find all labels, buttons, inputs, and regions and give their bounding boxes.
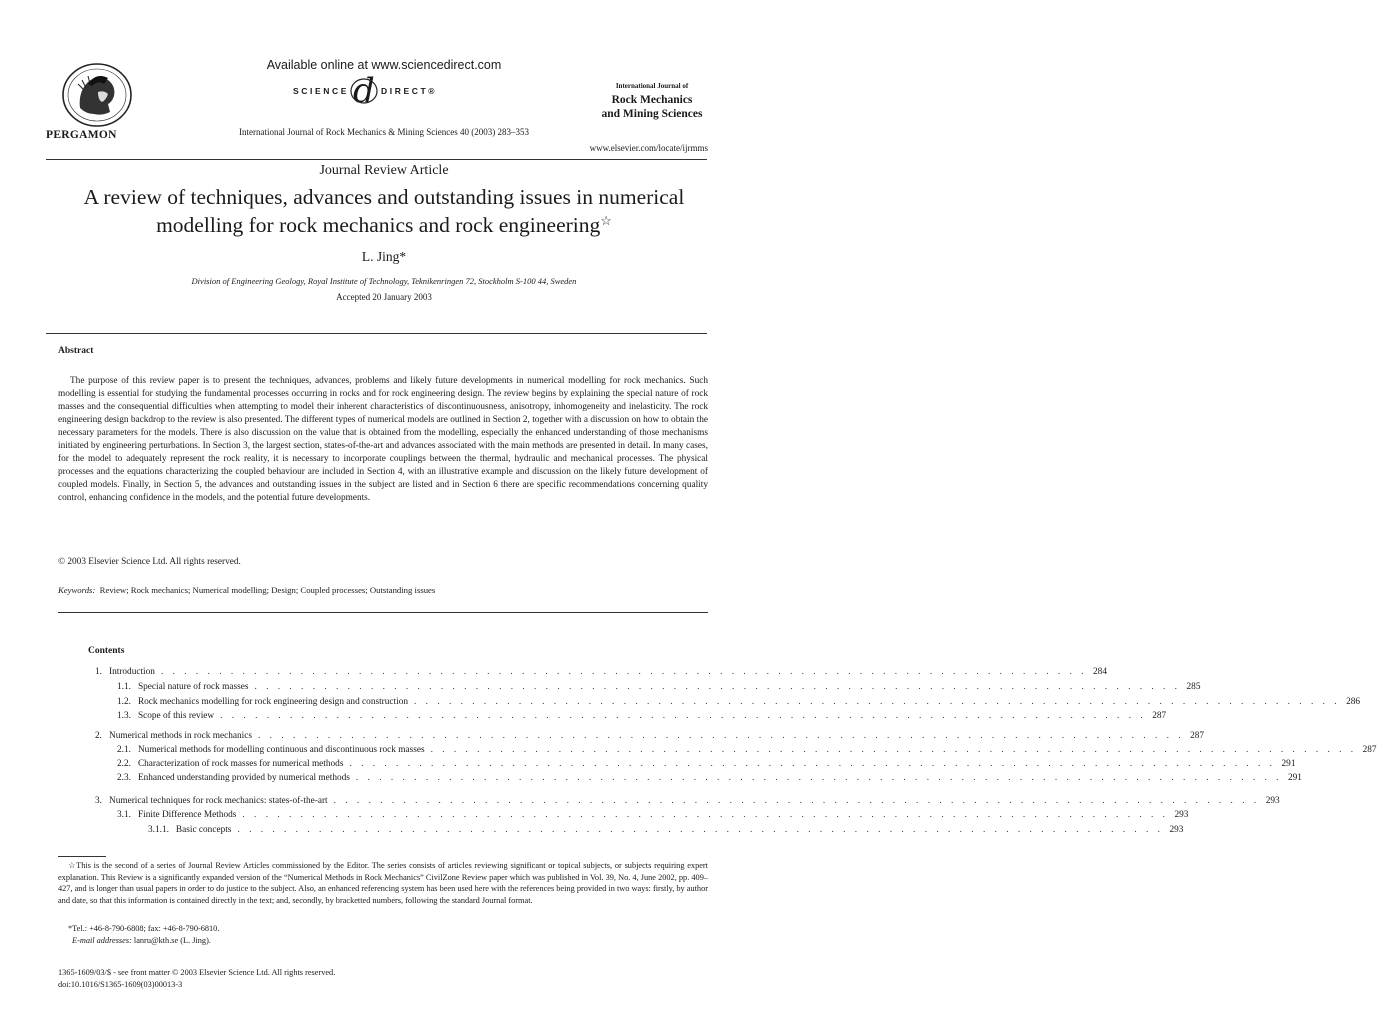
keywords <box>58 585 435 595</box>
publisher-name: PERGAMON <box>46 129 117 141</box>
toc-entry-title: Scope of this review <box>137 711 215 721</box>
email-address[interactable]: lanru@kth.se (L. Jing). <box>131 936 211 945</box>
toc-entry-page: 287 <box>1190 731 1205 741</box>
toc-entry-number: 2.3. <box>117 773 131 783</box>
toc-leader-dots: . . . . . . . . . . . . . . . . . . . . . . . . . . . . . . . . . . . . . . . . . . . . . . . . . . . . . . . . . . . . . . . . . . . . . . . . . . . . . . . . <box>258 731 1185 741</box>
header-rule <box>46 159 707 160</box>
abstract-copyright: © 2003 Elsevier Science Ltd. All rights reserved. <box>58 557 241 567</box>
keywords-label: Keywords: <box>58 585 96 595</box>
footnote-star-icon: ☆ <box>68 861 77 870</box>
journal-citation: International Journal of Rock Mechanics & Mining Sciences 40 (2003) 283–353 <box>239 127 529 137</box>
toc-leader-dots: . . . . . . . . . . . . . . . . . . . . . . . . . . . . . . . . . . . . . . . . . . . . . . . . . . . . . . . . . . . . . . . . . . . . . . . . . . . . . . . . <box>349 759 1276 769</box>
toc-entry[interactable] <box>95 731 1205 741</box>
email-label: E-mail addresses: <box>72 936 132 945</box>
toc-entry-number: 1.2. <box>117 697 131 707</box>
toc-entry-page: 291 <box>1281 759 1296 769</box>
toc-entry[interactable] <box>117 759 1296 769</box>
author-email <box>72 936 211 945</box>
article-title-line1: A review of techniques, advances and outstanding issues in numerical <box>83 185 685 209</box>
toc-entry-number: 2. <box>95 731 102 741</box>
toc-entry-title: Finite Difference Methods <box>137 810 237 820</box>
title-rule <box>46 333 707 334</box>
footnote-text <box>58 860 708 907</box>
toc-entry-title: Introduction <box>108 667 155 677</box>
footnote-rule <box>58 856 106 857</box>
toc-entry-number: 1. <box>95 667 102 677</box>
author-phone-fax: *Tel.: +46-8-790-6808; fax: +46-8-790-6810. <box>68 924 220 933</box>
sd-right-word: DIRECT® <box>381 86 438 96</box>
toc-leader-dots: . . . . . . . . . . . . . . . . . . . . . . . . . . . . . . . . . . . . . . . . . . . . . . . . . . . . . . . . . . . . . . . . . . . . . . . . . . . . . . . . <box>430 745 1357 755</box>
toc-entry-title: Characterization of rock masses for numerical methods <box>137 759 344 769</box>
toc-entry-page: 287 <box>1362 745 1377 755</box>
contents-heading: Contents <box>88 646 125 656</box>
toc-entry-page: 293 <box>1169 825 1184 835</box>
toc-leader-dots: . . . . . . . . . . . . . . . . . . . . . . . . . . . . . . . . . . . . . . . . . . . . . . . . . . . . . . . . . . . . . . . . . . . . . . . . . . . . . . . . <box>414 697 1341 707</box>
journal-title-line1: Rock Mechanics <box>611 94 693 106</box>
toc-entry-number: 2.1. <box>117 745 131 755</box>
toc-entry-page: 285 <box>1186 682 1201 692</box>
toc-leader-dots: . . . . . . . . . . . . . . . . . . . . . . . . . . . . . . . . . . . . . . . . . . . . . . . . . . . . . . . . . . . . . . . . . . . . . . . . . . . . . . . . <box>254 682 1181 692</box>
toc-entry-title: Enhanced understanding provided by numerical methods <box>137 773 350 783</box>
title-footnote-star-icon[interactable]: ☆ <box>600 213 612 228</box>
toc-leader-dots: . . . . . . . . . . . . . . . . . . . . . . . . . . . . . . . . . . . . . . . . . . . . . . . . . . . . . . . . . . . . . . . . . . . . . . . . . . . . . . . . <box>220 711 1147 721</box>
toc-entry-title: Special nature of rock masses <box>137 682 249 692</box>
toc-entry-page: 293 <box>1174 810 1189 820</box>
toc-entry[interactable] <box>117 711 1167 721</box>
author-affiliation: Division of Engineering Geology, Royal Institute of Technology, Teknikenringen 72, Stockholm S-100 44, Sweden <box>191 276 577 286</box>
toc-entry[interactable] <box>117 773 1302 783</box>
footnote-body: This is the second of a series of Journal Review Articles commissioned by the Editor. The series consists of articles reviewing significant or topical subjects, or subjects requiring expert explanation. This Review is a significantly expanded version of the “Numerical Methods in Rock Mechanics” CivilZone Review paper which was published in Vol. 39, No. 4, June 2002, pp. 409–427, and is longer than usual papers in order to do justice to the subject. Also, an enhanced referencing system has been used here with the references being provided in two ways: firstly, by author and date, so that this information is contained directly in the text; and, secondly, by bracketted numbers, following the standard Journal format. <box>58 861 708 906</box>
toc-entry-page: 284 <box>1093 667 1107 677</box>
toc-entry-page: 293 <box>1265 796 1280 806</box>
article-title <box>46 185 722 237</box>
toc-leader-dots: . . . . . . . . . . . . . . . . . . . . . . . . . . . . . . . . . . . . . . . . . . . . . . . . . . . . . . . . . . . . . . . . . . . . . . . . . . . . . . . . <box>355 773 1282 783</box>
doi-line[interactable]: doi:10.1016/S1365-1609(03)00013-3 <box>58 980 183 989</box>
toc-entry[interactable] <box>95 667 1107 677</box>
toc-entry-title: Numerical methods for modelling continuous and discontinuous rock masses <box>137 745 425 755</box>
sciencedirect-logo <box>240 71 530 111</box>
toc-entry-page: 286 <box>1346 697 1361 707</box>
toc-entry[interactable] <box>117 810 1189 820</box>
toc-entry-number: 1.3. <box>117 711 131 721</box>
sd-circle-icon <box>348 77 380 105</box>
sd-left-word: SCIENCE <box>293 86 349 96</box>
available-online-text: Available online at www.sciencedirect.com <box>266 58 502 72</box>
toc-entry-number: 3. <box>95 796 102 806</box>
toc-entry[interactable] <box>117 682 1201 692</box>
toc-entry-number: 2.2. <box>117 759 131 769</box>
journal-title-line2: and Mining Sciences <box>601 108 703 120</box>
keywords-list: Review; Rock mechanics; Numerical modelling; Design; Coupled processes; Outstanding issues <box>99 585 436 595</box>
toc-entry-title: Basic concepts <box>175 825 232 835</box>
toc-entry-number: 3.1.1. <box>148 825 169 835</box>
toc-entry-title: Numerical techniques for rock mechanics: states-of-the-art <box>108 796 328 806</box>
journal-url[interactable]: www.elsevier.com/locate/ijrmms <box>589 143 708 153</box>
toc-entry[interactable] <box>148 825 1184 835</box>
issn-line: 1365-1609/03/$ - see front matter © 2003 Elsevier Science Ltd. All rights reserved. <box>58 968 336 977</box>
toc-entry[interactable] <box>95 796 1280 806</box>
toc-entry-title: Numerical methods in rock mechanics <box>108 731 253 741</box>
toc-entry-page: 287 <box>1152 711 1167 721</box>
sd-at-mark: d <box>353 71 375 111</box>
toc-entry-number: 1.1. <box>117 682 131 692</box>
toc-leader-dots: . . . . . . . . . . . . . . . . . . . . . . . . . . . . . . . . . . . . . . . . . . . . . . . . . . . . . . . . . . . . . . . . . . . . . . . . . . . . . . . . <box>237 825 1164 835</box>
article-type: Journal Review Article <box>319 163 449 178</box>
journal-title-box <box>596 82 708 121</box>
toc-entry-page: 291 <box>1287 773 1302 783</box>
toc-leader-dots: . . . . . . . . . . . . . . . . . . . . . . . . . . . . . . . . . . . . . . . . . . . . . . . . . . . . . . . . . . . . . . . . . . . . . . . . . . . . . . . . <box>242 810 1169 820</box>
journal-title-small: International Journal of <box>615 82 689 90</box>
toc-entry-number: 3.1. <box>117 810 131 820</box>
accepted-date: Accepted 20 January 2003 <box>336 292 432 302</box>
abstract-text: The purpose of this review paper is to present the techniques, advances, problems and likely future developments in numerical modelling for rock mechanics. Such modelling is essential for studying the fundamental processes occurring in rocks and for rock engineering design. The review begins by explaining the special nature of rock masses and the consequential difficulties when attempting to model their inherent characteristics of discontinuousness, anisotropy, inhomogeneity and inelasticity. The rock engineering design backdrop to the review is also presented. The different types of numerical models are outlined in Section 2, together with a discussion on how to obtain the necessary parameters for the models. There is also discussion on the value that is obtained from the modelling, especially the enhanced understanding of those mechanisms initiated by engineering perturbations. In Section 3, the largest section, states-of-the-art and advances associated with the main methods are presented in detail. In many cases, for the model to adequately represent the rock reality, it is necessary to incorporate couplings between the thermal, hydraulic and mechanical processes. The physical processes and the equations characterizing the coupled behaviour are included in Section 4, with an illustrative example and discussion on the likely future development of coupled models. Finally, in Section 5, the advances and outstanding issues in the subject are listed and in Section 6 there are specific recommendations concerning quality control, enhancing confidence in the models, and the potential future developments. <box>58 376 708 503</box>
toc-leader-dots: . . . . . . . . . . . . . . . . . . . . . . . . . . . . . . . . . . . . . . . . . . . . . . . . . . . . . . . . . . . . . . . . . . . . . . . . . . . . . . . . <box>333 796 1260 806</box>
toc-leader-dots: . . . . . . . . . . . . . . . . . . . . . . . . . . . . . . . . . . . . . . . . . . . . . . . . . . . . . . . . . . . . . . . . . . . . . . . . . . . . . . . . <box>160 667 1088 677</box>
author-name: L. Jing* <box>361 249 407 264</box>
article-title-line2: modelling for rock mechanics and rock engineering <box>156 213 601 237</box>
toc-entry[interactable] <box>117 745 1377 755</box>
abstract-heading: Abstract <box>58 346 94 356</box>
keywords-rule <box>58 612 708 613</box>
toc-entry-title: Rock mechanics modelling for rock engineering design and construction <box>137 697 409 707</box>
toc-entry[interactable] <box>117 697 1361 707</box>
